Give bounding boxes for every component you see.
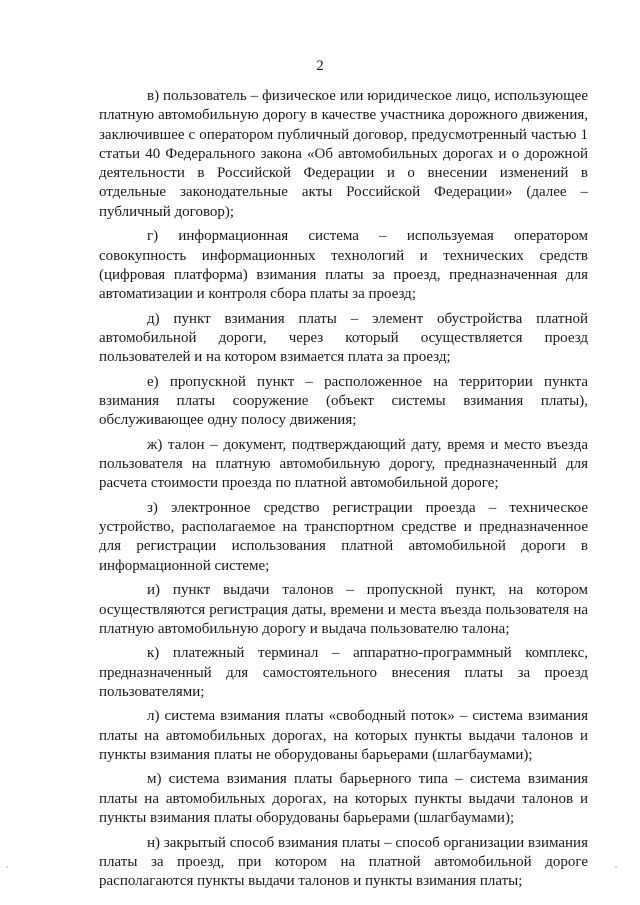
definition-paragraph-e: е) пропускной пункт – расположенное на территории пункта взимания платы сооружение (объект системы взимания платы), обслуживающее одну полосу движения; [99,373,588,429]
page-number: 2 [316,58,324,74]
definition-paragraph-z: з) электронное средство регистрации проезда – техническое устройство, располагаемое на транспортном средстве и предназначенное для регистрации использования платной автомобильной дороги в информационной системе; [99,499,588,574]
definition-paragraph-d: д) пункт взимания платы – элемент обустройства платной автомобильной дороги, через который осуществляется проезд пользователей и на котором взимается плата за проезд; [99,310,588,366]
definition-paragraph-n: н) закрытый способ взимания платы – способ организации взимания платы за проезд, при котором на платной автомобильной дороге располагаются пункты выдачи талонов и пункты взимания платы; [99,834,588,890]
document-body [99,87,588,891]
definition-paragraph-i: и) пункт выдачи талонов – пропускной пункт, на котором осуществляются регистрация даты, времени и места въезда пользователя на платную автомобильную дорогу и выдача пользователю талона; [99,582,588,637]
definition-paragraph-m: м) система взимания платы барьерного типа – система взимания платы на автомобильных дорогах, на которых пункты выдачи талонов и пункты взимания платы оборудованы барьерами (шлагбаумами); [99,771,588,827]
scan-artifact-right [615,866,617,868]
definition-paragraph-g: г) информационная система – используемая оператором совокупность информационных технологий и технических средств (цифровая платформа) взимания платы за проезд, предназначенная для автоматизации и контроля сбора платы за проезд; [99,228,588,303]
scan-artifact-left [6,866,8,868]
definition-paragraph-l: л) система взимания платы «свободный поток» – система взимания платы на автомобильных дорогах, на которых пункты выдачи талонов и пункты взимания платы не оборудованы барьерами (шлагбаумами); [99,708,588,763]
definition-paragraph-k: к) платежный терминал – аппаратно-программный комплекс, предназначенный для самостоятельного внесения платы за проезд пользователями; [99,645,588,700]
definition-paragraph-v: в) пользователь – физическое или юридическое лицо, использующее платную автомобильную дорогу в качестве участника дорожного движения, заключившее с оператором публичный договор, предусмотренный частью 1 статьи 40 Федерального закона «Об автомобильных дорогах и о дорожной деятельности в Российской Федерации и о внесении изменений в отдельные законодательные акты Российской Федерации» (далее – публичный договор); [99,88,588,220]
definition-paragraph-zh: ж) талон – документ, подтверждающий дату, время и место въезда пользователя на платную автомобильную дорогу, предназначенный для расчета стоимости проезда по платной автомобильной дороге; [99,436,588,492]
